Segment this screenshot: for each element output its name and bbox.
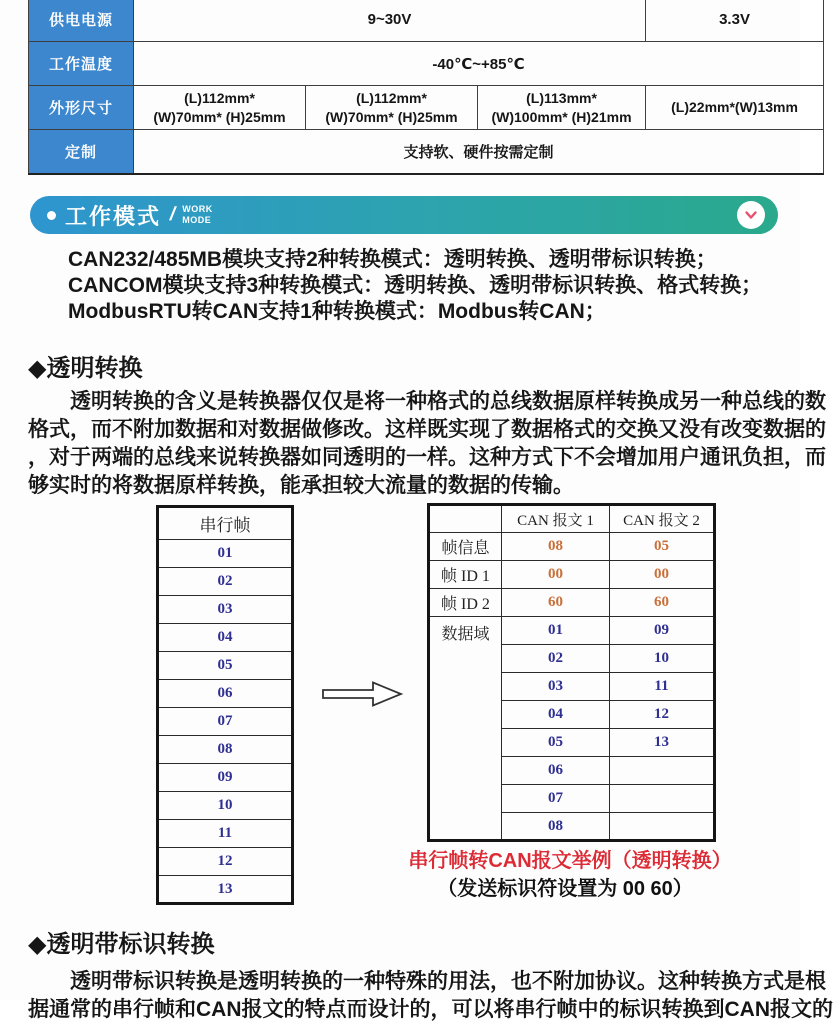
section-title: 工作模式 <box>65 203 162 229</box>
can-value: 06 <box>502 757 610 785</box>
paragraph-line: ，对于两端的总线来说转换器如同透明的一样。这种方式下不会增加用户通讯负担，而 <box>28 446 826 469</box>
dimension-line: (W)100mm* (H)21mm <box>491 108 632 125</box>
transparent-section-heading: ◆透明转换 <box>28 355 143 382</box>
can-value: 05 <box>502 729 610 757</box>
diagram-caption-red: 串行帧转CAN报文举例（透明转换） <box>408 850 732 872</box>
section-subtitle-bottom: MODE <box>182 215 212 225</box>
intro-line: CAN232/485MB模块支持2种转换模式：透明转换、透明带标识转换； <box>68 248 717 271</box>
can-row-label: 帧信息 <box>429 533 502 561</box>
serial-value: 11 <box>158 820 293 848</box>
serial-table-header: 串行帧 <box>158 507 293 540</box>
right-arrow-icon <box>321 679 405 709</box>
collapse-toggle-button[interactable] <box>737 201 765 229</box>
spec-table <box>28 0 824 175</box>
spec-dimension-cell <box>478 86 646 130</box>
paragraph-line: 格式，而不附加数据和对数据做修改。这样既实现了数据格式的交换又没有改变数据的 <box>28 418 826 441</box>
serial-value: 01 <box>158 540 293 568</box>
serial-value: 05 <box>158 652 293 680</box>
can-value: 60 <box>502 589 610 617</box>
can-column-header: CAN 报文 2 <box>610 505 715 533</box>
dimension-line: (L)112mm* <box>184 89 255 106</box>
can-value: 09 <box>610 617 715 645</box>
can-value: 60 <box>610 589 715 617</box>
can-value: 04 <box>502 701 610 729</box>
paragraph-line: 据通常的串行帧和CAN报文的特点而设计的，可以将串行帧中的标识转换到CAN报文的 <box>28 998 833 1021</box>
spec-temperature-value: -40℃~+85℃ <box>134 42 824 86</box>
spec-power-right: 3.3V <box>646 0 824 42</box>
can-value: 03 <box>502 673 610 701</box>
section-subtitle <box>182 204 213 226</box>
can-row-label: 帧 ID 1 <box>429 561 502 589</box>
intro-line: ModbusRTU转CAN支持1种转换模式：Modbus转CAN； <box>68 300 606 323</box>
can-value <box>610 813 715 841</box>
section-title-divider: / <box>167 204 178 225</box>
serial-value: 12 <box>158 848 293 876</box>
serial-value: 09 <box>158 764 293 792</box>
serial-value: 08 <box>158 736 293 764</box>
paragraph-line: 够实时的将数据原样转换，能承担较大流量的数据的传输。 <box>28 474 574 497</box>
can-header-empty <box>429 505 502 533</box>
spec-row-dimensions <box>29 86 824 130</box>
spec-dimension-cell <box>306 86 478 130</box>
id-section-heading: ◆透明带标识转换 <box>28 931 215 958</box>
can-value: 12 <box>610 701 715 729</box>
serial-value: 13 <box>158 876 293 904</box>
can-value: 10 <box>610 645 715 673</box>
spec-label-custom: 定制 <box>29 130 134 174</box>
can-row-label: 帧 ID 2 <box>429 589 502 617</box>
bullet-icon <box>47 211 56 220</box>
dimension-line: (W)70mm* (H)25mm <box>153 108 286 125</box>
intro-line: CANCOM模块支持3种转换模式：透明转换、透明带标识转换、格式转换； <box>68 274 763 297</box>
can-value: 11 <box>610 673 715 701</box>
dimension-line: (L)113mm* <box>526 89 597 106</box>
can-message-table <box>427 503 716 842</box>
id-section-paragraph <box>28 968 833 1024</box>
chevron-down-icon <box>741 205 761 225</box>
paragraph-line: 透明带标识转换是透明转换的一种特殊的用法，也不附加协议。这种转换方式是根 <box>28 970 826 993</box>
work-mode-section-header <box>30 196 778 234</box>
dimension-line: (L)112mm* <box>356 89 427 106</box>
work-mode-intro <box>68 247 762 325</box>
can-value: 00 <box>610 561 715 589</box>
serial-frame-table <box>156 505 294 905</box>
transparent-section-paragraph <box>28 388 826 500</box>
can-value <box>610 785 715 813</box>
can-value: 05 <box>610 533 715 561</box>
can-value: 13 <box>610 729 715 757</box>
spec-row-power <box>29 0 824 42</box>
spec-label-temperature: 工作温度 <box>29 42 134 86</box>
serial-value: 04 <box>158 624 293 652</box>
spec-label-power: 供电电源 <box>29 0 134 42</box>
serial-value: 06 <box>158 680 293 708</box>
can-value: 08 <box>502 533 610 561</box>
spec-row-temperature <box>29 42 824 86</box>
spec-dimension-cell <box>646 86 824 130</box>
dimension-line: (W)70mm* (H)25mm <box>325 108 458 125</box>
paragraph-line: 透明转换的含义是转换器仅仅是将一种格式的总线数据原样转换成另一种总线的数 <box>28 390 826 413</box>
serial-value: 07 <box>158 708 293 736</box>
can-value: 07 <box>502 785 610 813</box>
spec-dimension-cell <box>134 86 306 130</box>
spec-power-main: 9~30V <box>134 0 646 42</box>
can-data-field-label: 数据域 <box>429 617 502 841</box>
can-value: 08 <box>502 813 610 841</box>
serial-value: 02 <box>158 568 293 596</box>
dimension-line: (L)22mm*(W)13mm <box>671 99 798 116</box>
spec-label-dimensions: 外形尺寸 <box>29 86 134 130</box>
serial-value: 03 <box>158 596 293 624</box>
diagram-caption-black: （发送标识符设置为 00 60） <box>437 878 693 900</box>
section-subtitle-top: WORK <box>182 204 213 215</box>
can-value <box>610 757 715 785</box>
can-column-header: CAN 报文 1 <box>502 505 610 533</box>
spec-row-custom <box>29 130 824 174</box>
serial-value: 10 <box>158 792 293 820</box>
can-value: 02 <box>502 645 610 673</box>
can-value: 01 <box>502 617 610 645</box>
can-value: 00 <box>502 561 610 589</box>
spec-custom-value: 支持软、硬件按需定制 <box>134 130 824 174</box>
